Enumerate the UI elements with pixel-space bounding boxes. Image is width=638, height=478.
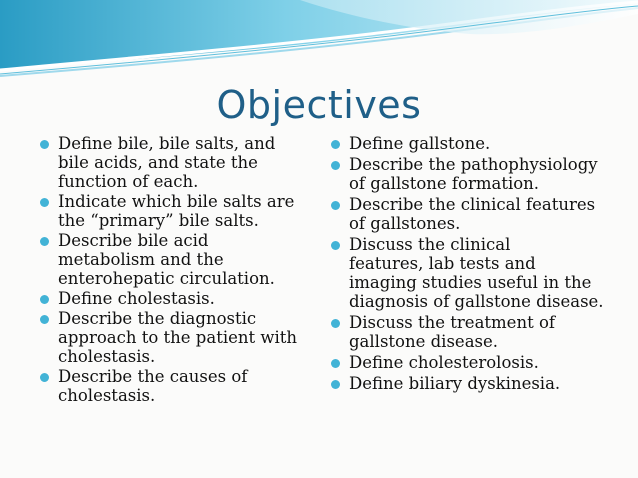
list-item xyxy=(331,134,626,153)
list-item-text: Describe the causes of cholestasis. xyxy=(58,367,248,405)
bullet-icon xyxy=(331,161,340,170)
bullet-icon xyxy=(40,373,49,382)
list-item xyxy=(40,309,315,366)
bullet-icon xyxy=(40,295,49,304)
list-item xyxy=(40,192,315,230)
list-item-text: Describe bile acid metabolism and the enterohepatic circulation. xyxy=(58,231,275,288)
list-item xyxy=(331,313,626,351)
list-item-text: Indicate which bile salts are the “primary” bile salts. xyxy=(58,192,295,230)
list-item-text: Define biliary dyskinesia. xyxy=(349,374,561,393)
bullet-icon xyxy=(331,380,340,389)
list-item xyxy=(40,231,315,288)
bullet-icon xyxy=(40,315,49,324)
bullet-icon xyxy=(331,201,340,210)
header-wave-decoration xyxy=(0,0,638,80)
list-item xyxy=(40,289,315,308)
list-item-text: Discuss the clinical features, lab tests and imaging studies useful in the diagnosis of gallstone disease. xyxy=(349,235,604,311)
list-item-text: Define cholesterolosis. xyxy=(349,353,539,372)
list-item xyxy=(331,353,626,372)
bullet-icon xyxy=(40,237,49,246)
list-item-text: Define bile, bile salts, and bile acids, and state the function of each. xyxy=(58,134,276,191)
right-objectives-list xyxy=(331,134,626,395)
list-item xyxy=(40,367,315,405)
slide-title: Objectives xyxy=(216,83,422,127)
bullet-icon xyxy=(40,198,49,207)
list-item-text: Describe the clinical features of gallstones. xyxy=(349,195,596,233)
list-item xyxy=(331,235,626,311)
list-item xyxy=(331,155,626,193)
list-item xyxy=(331,195,626,233)
list-item-text: Define gallstone. xyxy=(349,134,491,153)
left-objectives-list xyxy=(40,134,315,406)
bullet-icon xyxy=(331,319,340,328)
bullet-icon xyxy=(331,359,340,368)
list-item-text: Describe the pathophysiology of gallstone formation. xyxy=(349,155,598,193)
bullet-icon xyxy=(40,140,49,149)
list-item xyxy=(40,134,315,191)
bullet-icon xyxy=(331,140,340,149)
list-item-text: Describe the diagnostic approach to the patient with cholestasis. xyxy=(58,309,298,366)
list-item xyxy=(331,374,626,393)
bullet-icon xyxy=(331,241,340,250)
list-item-text: Discuss the treatment of gallstone disease. xyxy=(349,313,555,351)
list-item-text: Define cholestasis. xyxy=(58,289,215,308)
